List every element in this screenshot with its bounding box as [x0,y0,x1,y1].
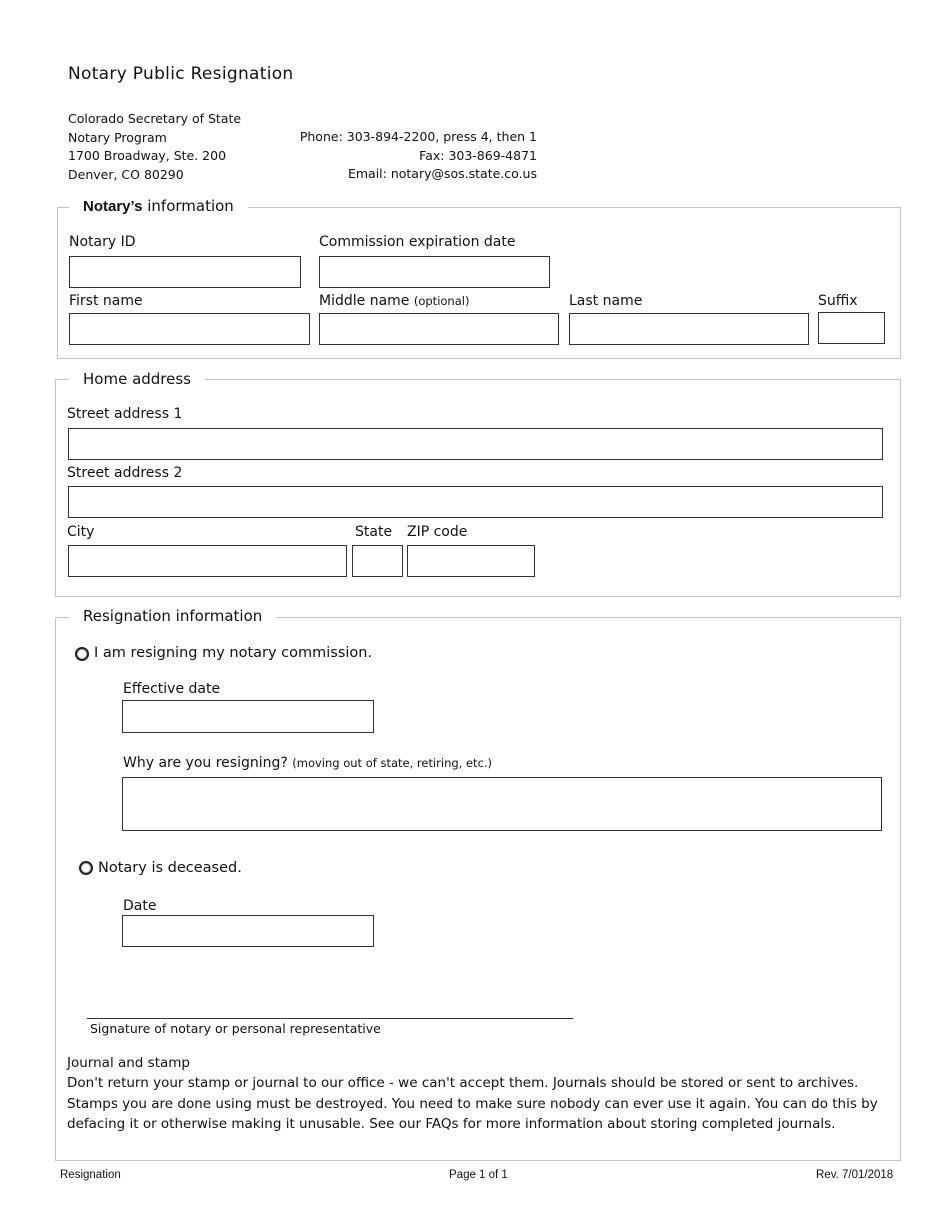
office-city: Denver, CO 80290 [68,166,184,182]
notary-info-legend [69,197,248,215]
effective-date-label: Effective date [123,681,221,697]
street2-input[interactable] [68,486,883,518]
contact-phone: Phone: 303-894-2200, press 4, then 1 [299,129,537,144]
footer-form-name: Resignation [60,1169,121,1181]
page-title: Notary Public Resignation [68,64,294,84]
street1-input[interactable] [68,428,883,460]
footer-page-number: Page 1 of 1 [449,1169,508,1181]
suffix-label: Suffix [818,293,858,309]
journal-stamp-heading: Journal and stamp [67,1055,190,1071]
street2-label: Street address 2 [67,465,183,481]
last-name-label: Last name [569,293,643,309]
resigning-option-label: I am resigning my notary commission. [94,645,373,661]
contact-email: Email: notary@sos.state.co.us [347,166,537,181]
middle-name-label-text: Middle name [319,293,410,309]
last-name-input[interactable] [569,313,809,345]
why-resigning-label-text: Why are you resigning? [123,755,288,771]
office-name: Colorado Secretary of State [68,111,242,126]
notary-info-legend-rest: information [142,197,234,215]
first-name-label: First name [69,293,143,309]
office-street: 1700 Broadway, Ste. 200 [68,148,227,163]
footer-revision: Rev. 7/01/2018 [816,1169,894,1181]
deceased-radio[interactable] [79,861,93,875]
journal-stamp-text: Don't return your stamp or journal to our office - we can't accept them. Journals should be stored or sent to archives. Stamps you are done using must be destroyed. You need to make sure nobody can ever use it again. You can do this by defacing it or otherwise making it unusable. See our FAQs for more information about storing completed journals. [67,1075,878,1132]
zip-input[interactable] [407,545,535,577]
deceased-date-input[interactable] [122,915,374,947]
office-contact [250,128,537,184]
notary-info-legend-bold: Notary’s [83,198,143,215]
contact-fax: Fax: 303-869-4871 [419,147,537,163]
effective-date-input[interactable] [122,700,374,733]
state-input[interactable] [352,545,403,577]
street1-label: Street address 1 [67,406,183,422]
commission-exp-label: Commission expiration date [319,234,516,250]
notary-id-input[interactable] [69,256,301,288]
zip-label: ZIP code [407,524,468,540]
state-label: State [355,524,393,540]
first-name-input[interactable] [69,313,310,345]
deceased-option-label: Notary is deceased. [98,860,242,876]
why-resigning-hint: (moving out of state, retiring, etc.) [292,756,493,770]
middle-name-label [319,293,469,309]
home-address-legend: Home address [69,370,205,388]
office-address [68,110,241,184]
why-resigning-label [123,755,492,771]
why-resigning-textarea[interactable] [122,777,882,831]
resigning-radio[interactable] [75,647,89,661]
middle-name-hint: (optional) [413,294,470,308]
signature-label: Signature of notary or personal representative [90,1021,381,1036]
commission-exp-input[interactable] [319,256,550,288]
city-label: City [67,524,95,540]
city-input[interactable] [68,545,347,577]
office-program: Notary Program [68,129,167,145]
middle-name-input[interactable] [319,313,559,345]
deceased-date-label: Date [123,898,157,914]
suffix-input[interactable] [818,312,885,344]
resignation-legend: Resignation information [69,607,276,625]
notary-id-label: Notary ID [69,234,136,250]
signature-line[interactable] [87,1018,573,1019]
